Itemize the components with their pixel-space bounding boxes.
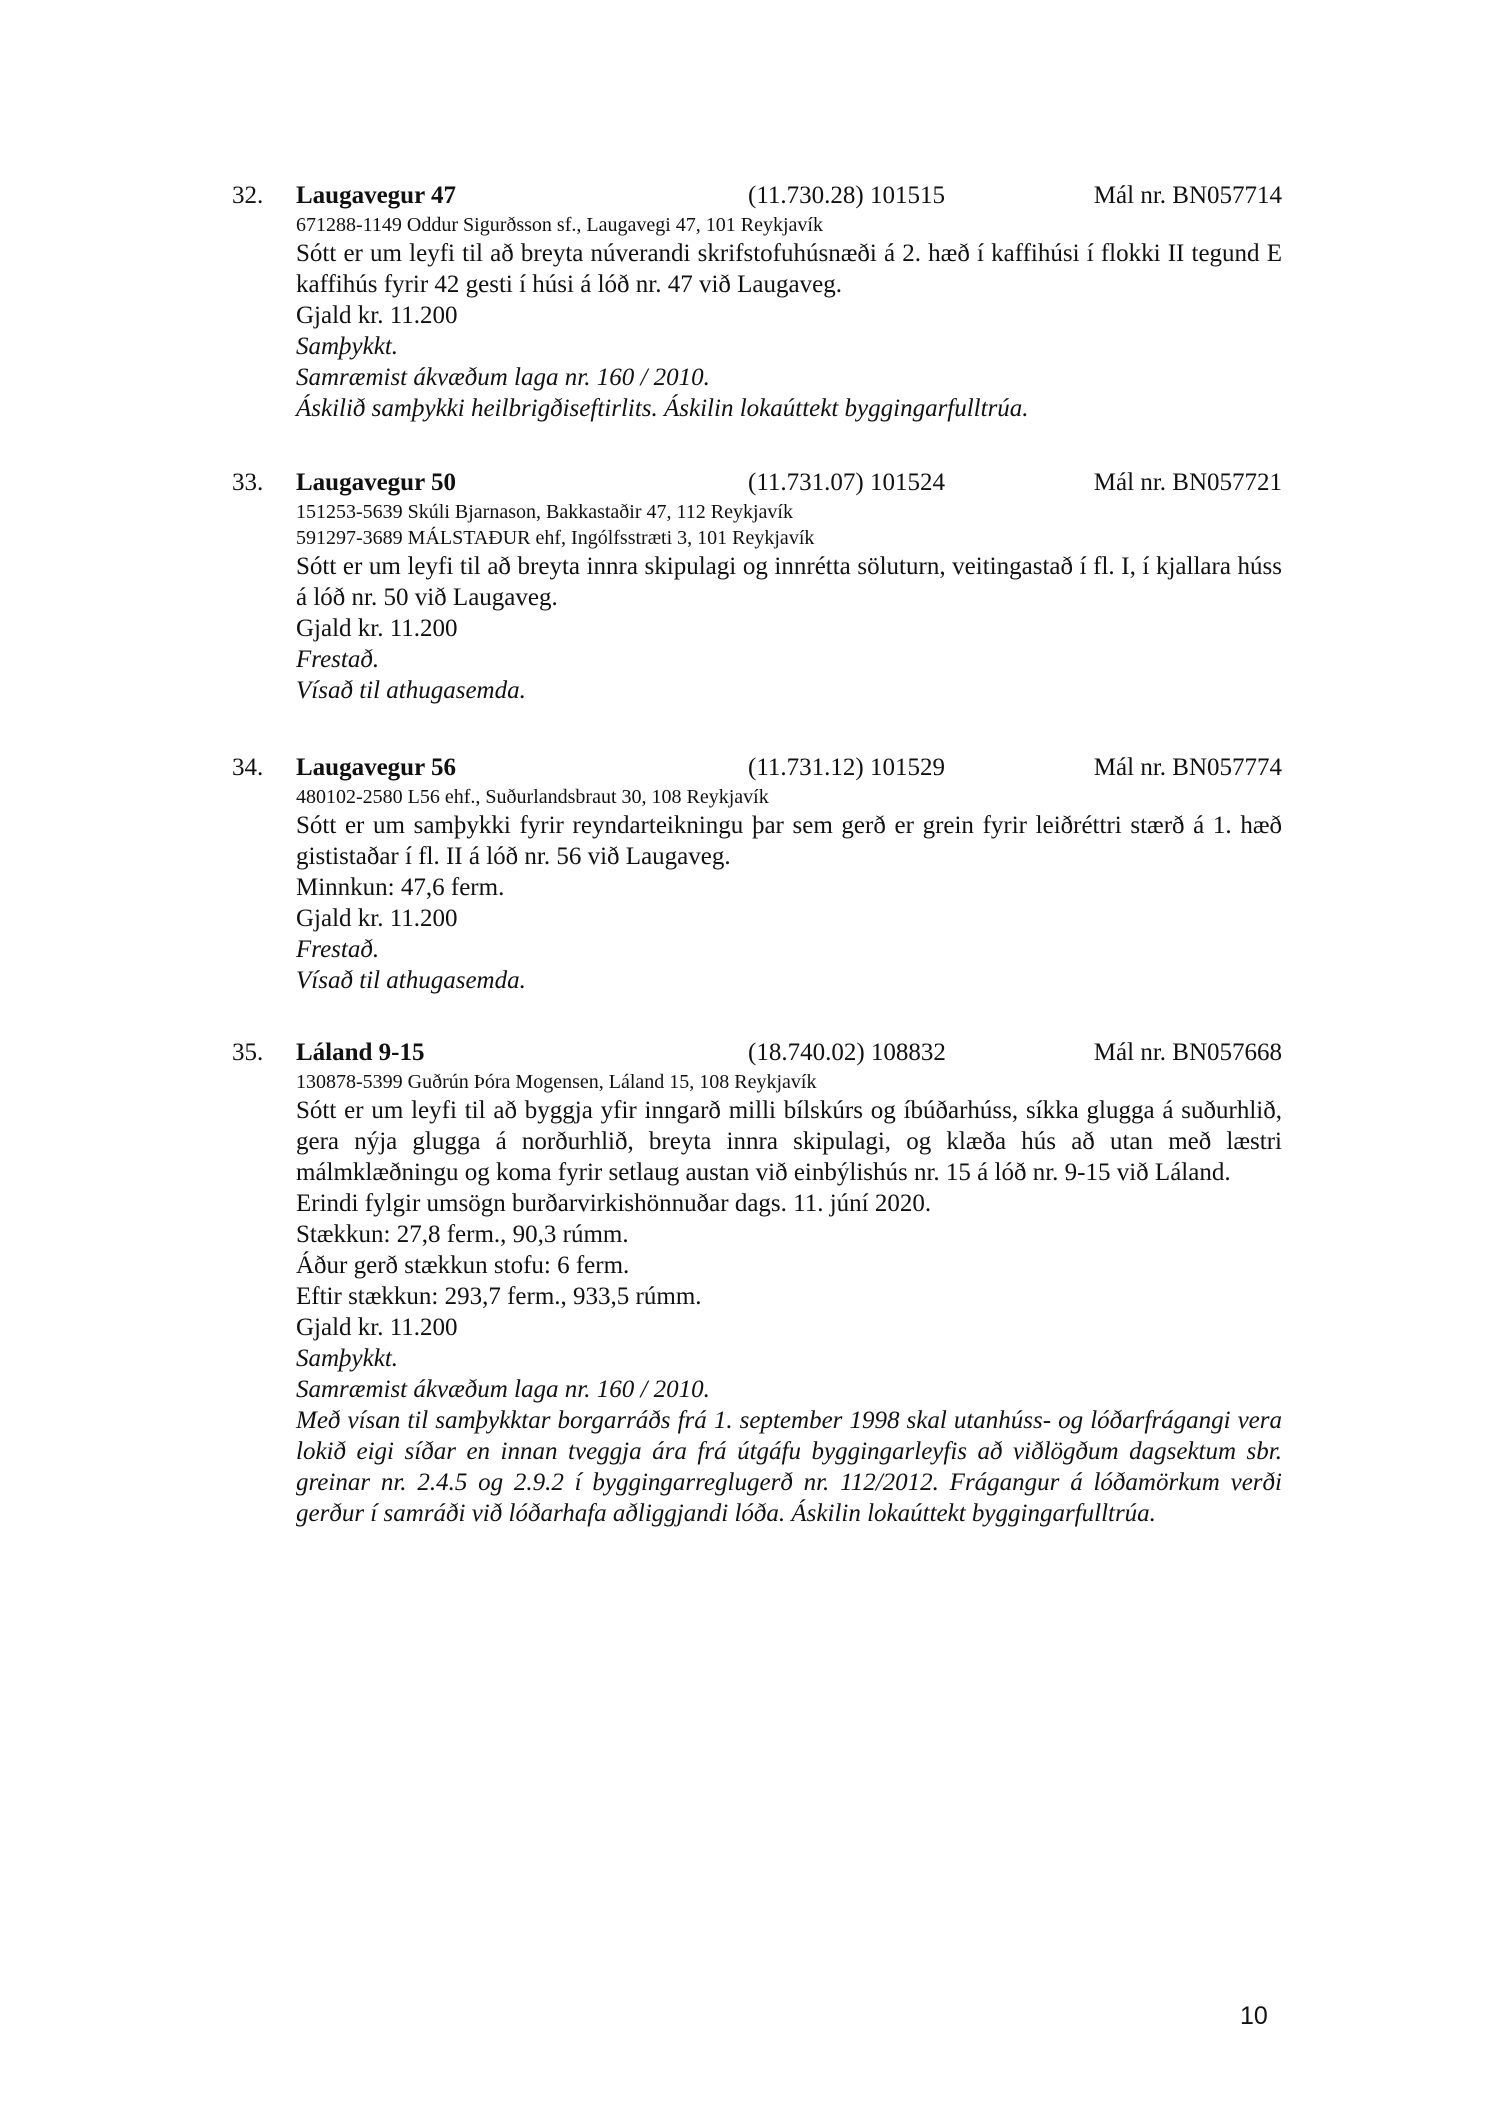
decision-line: Samræmist ákvæðum laga nr. 160 / 2010. [296, 364, 710, 391]
detail-line: Erindi fylgir umsögn burðarvirkishönnuðar dags. 11. júní 2020. [296, 1190, 932, 1217]
decision-line: Vísað til athugasemda. [296, 967, 526, 994]
entry-header [232, 752, 1282, 784]
entry-header [232, 1037, 1282, 1069]
decision-line: Frestað. [296, 936, 380, 963]
decision-line: Samræmist ákvæðum laga nr. 160 / 2010. [296, 1376, 710, 1403]
land-id: (11.731.07) 101524 [748, 469, 945, 496]
entry-title: Laugavegur 56 [296, 754, 456, 781]
fee: Gjald kr. 11.200 [296, 1314, 458, 1341]
decision-line: Áskilið samþykki heilbrigðiseftirlits. Áskilin lokaúttekt byggingarfulltrúa. [296, 395, 1029, 422]
detail-line: Stækkun: 27,8 ferm., 90,3 rúmm. [296, 1221, 629, 1248]
land-id: (11.731.12) 101529 [748, 754, 945, 781]
detail-line: Áður gerð stækkun stofu: 6 ferm. [296, 1252, 630, 1279]
fee: Gjald kr. 11.200 [296, 905, 458, 932]
entry-title: Laugavegur 50 [296, 469, 456, 496]
page-number: 10 [1240, 2002, 1268, 2030]
case-number: Mál nr. BN057774 [1093, 754, 1282, 781]
case-number: Mál nr. BN057714 [1093, 182, 1282, 209]
land-id: (18.740.02) 108832 [748, 1039, 946, 1066]
applicant: 151253-5639 Skúli Bjarnason, Bakkastaðir 47, 112 Reykjavík [296, 501, 793, 523]
case-number: Mál nr. BN057668 [1093, 1039, 1282, 1066]
applicant: 591297-3689 MÁLSTAÐUR ehf, Ingólfsstræti 3, 101 Reykjavík [296, 527, 815, 549]
entry-number: 35. [232, 1039, 264, 1066]
description: Sótt er um leyfi til að breyta innra skipulagi og innrétta söluturn, veitingastað í fl. I, í kjallara húss á lóð nr. 50 við Laugaveg. [296, 553, 1282, 611]
description: Sótt er um samþykki fyrir reyndarteikningu þar sem gerð er grein fyrir leiðréttri stærð á 1. hæð gististaðar í fl. II á lóð nr. 56 við Laugaveg. [296, 812, 1282, 870]
case-entry-34 [232, 752, 1282, 996]
decision-line: Vísað til athugasemda. [296, 677, 526, 704]
size-change: Minnkun: 47,6 ferm. [296, 874, 505, 901]
case-entry-32 [232, 180, 1282, 424]
entry-number: 33. [232, 469, 264, 496]
applicant: 480102-2580 L56 ehf., Suðurlandsbraut 30, 108 Reykjavík [296, 786, 769, 808]
description: Sótt er um leyfi til að breyta núverandi skrifstofuhúsnæði á 2. hæð í kaffihúsi í flokki II tegund E kaffihús fyrir 42 gesti í húsi á lóð nr. 47 við Laugaveg. [296, 240, 1282, 298]
case-entry-33 [232, 467, 1282, 706]
case-entry-35 [232, 1037, 1282, 1529]
land-id: (11.730.28) 101515 [748, 182, 945, 209]
decision-line: Samþykkt. [296, 1345, 399, 1372]
entry-title: Láland 9-15 [296, 1039, 425, 1066]
case-number: Mál nr. BN057721 [1093, 469, 1282, 496]
decision-line: Frestað. [296, 646, 380, 673]
entry-header [232, 180, 1282, 212]
description: Sótt er um leyfi til að byggja yfir inngarð milli bílskúrs og íbúðarhúss, síkka glugga á suðurhlið, gera nýja glugga á norðurhlið, breyta innra skipulagi, og klæða hús að utan með læstri málmklæðningu og koma fyrir setlaug austan við einbýlishús nr. 15 á lóð nr. 9-15 við Láland. [296, 1097, 1282, 1186]
entry-header [232, 467, 1282, 499]
decision-conditions: Með vísan til samþykktar borgarráðs frá 1. september 1998 skal utanhúss- og lóðarfrágangi vera lokið eigi síðar en innan tveggja ára frá útgáfu byggingarleyfis að viðlögðum dagsektum sbr. greinar nr. 2.4.5 og 2.9.2 í byggingarreglugerð nr. 112/2012. Frágangur á lóðamörkum verði gerður í samráði við lóðarhafa aðliggjandi lóða. Áskilin lokaúttekt byggingarfulltrúa. [296, 1407, 1282, 1527]
applicant: 671288-1149 Oddur Sigurðsson sf., Laugavegi 47, 101 Reykjavík [296, 214, 823, 236]
fee: Gjald kr. 11.200 [296, 302, 458, 329]
applicant: 130878-5399 Guðrún Þóra Mogensen, Láland 15, 108 Reykjavík [296, 1071, 817, 1093]
detail-line: Eftir stækkun: 293,7 ferm., 933,5 rúmm. [296, 1283, 702, 1310]
fee: Gjald kr. 11.200 [296, 615, 458, 642]
decision-line: Samþykkt. [296, 333, 399, 360]
entry-number: 32. [232, 182, 264, 209]
entry-number: 34. [232, 754, 264, 781]
entry-title: Laugavegur 47 [296, 182, 456, 209]
